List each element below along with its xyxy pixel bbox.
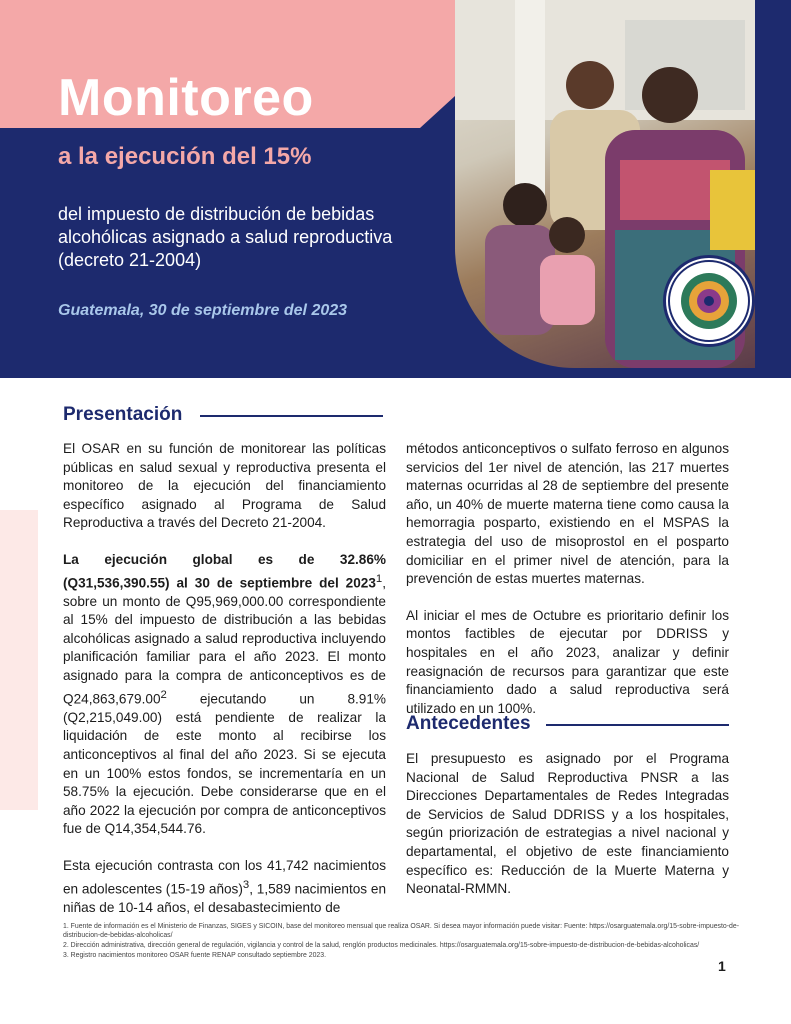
heading-presentacion: Presentación xyxy=(63,404,183,425)
heading-rule xyxy=(200,415,383,417)
right-column xyxy=(406,440,729,736)
left-column xyxy=(63,440,386,935)
footnote-1: 1. Fuente de información es el Ministerio de Finanzas, SIGES y SICOIN, base del monitoreo mensual que realiza OSAR. Si desea mayor información puede visitar: Fuente: https://osarguatemala.org/15-sobre-impuesto-de-distribucion-de-bebidas-alcoholicas/ xyxy=(63,923,739,939)
main-title: Monitoreo xyxy=(58,69,314,127)
subtitle: a la ejecución del 15% xyxy=(58,143,312,170)
antecedentes-paragraph-1: El presupuesto es asignado por el Programa Nacional de Salud Reproductiva PNSR a las Direcciones Departamentales de Redes Integradas de Servicios de Salud DDRISS y a los hospitales, según priorización de estrategias a nivel nacional y departamental, el objetivo de este financiamiento específico es: Reducción de la Muerte Materna y Neonatal-RMMN. xyxy=(406,751,729,897)
footnote-2: 2. Dirección administrativa, dirección general de regulación, vigilancia y control de la salud, renglón productos medicinales. https://osarguatemala.org/15-sobre-impuesto-de-distribucion-de-bebidas-alcoholicas/ xyxy=(63,942,700,949)
footnote-ref: 2 xyxy=(160,688,167,701)
heading-rule xyxy=(546,724,729,726)
title-description: del impuesto de distribución de bebidas alcohólicas asignado a salud reproductiva (decreto 21-2004) xyxy=(58,204,393,270)
observatorio-seal xyxy=(663,255,755,347)
header-banner xyxy=(0,0,791,378)
antecedentes-column xyxy=(406,750,729,917)
global-execution-highlight: La ejecución global es de 32.86% (Q31,536,390.55) al 30 de septiembre del 2023 xyxy=(63,551,386,591)
footnote-3: 3. Registro nacimientos monitoreo OSAR fuente RENAP consultado septiembre 2023. xyxy=(63,952,327,959)
presentacion-paragraph-3: Esta ejecución contrasta con los 41,742 nacimientos en adolescentes (15-19 años)$^3$, 1,589 nacimientos en niñas de 10-14 años, el desabastecimiento de xyxy=(63,857,387,915)
footnote-ref: 3 xyxy=(242,878,250,891)
presentacion-paragraph-2: La ejecución global es de 32.86% (Q31,536,390.55) al 30 de septiembre del 2023$^1$, sobre un monto de Q95,969,000.00 correspondiente al 15% del impuesto de distribución a las bebidas alcohólicas asignado a salud reproductiva incluyendo planificación familiar para el año 2023. El monto asignado para la compra de anticonceptivos es de Q24,863,679.00$^2$ ejecutando un 8.91% (Q2,215,049.00) está pendiente de realizar la liquidación de este monto al recibirse los anticonceptivos al final del año 2023. Si se ejecuta en un 100% estos fondos, se incrementaría en un 58.75% la ejecución. Debe considerarse que en el año 2022 la ejecución por compra de anticonceptivos fue de Q14,354,544.76. xyxy=(63,551,386,837)
publication-date: Guatemala, 30 de septiembre del 2023 xyxy=(58,302,348,319)
presentacion-paragraph-5: Al iniciar el mes de Octubre es prioritario definir los montos factibles de ejecutar por DDRISS y hospitales en el año 2023, analizar y definir reasignación de recursos para garantizar que este financiamiento dado a salud reproductiva será utilizado en un 100%. xyxy=(406,607,729,716)
presentacion-paragraph-1: El OSAR en su función de monitorear las políticas públicas en salud sexual y reproductiva presenta el monitoreo de la ejecución del financiamiento específico asignado al Programa de Salud Reproductiva a través del Decreto 21-2004. xyxy=(63,441,386,531)
heading-antecedentes: Antecedentes xyxy=(406,713,531,734)
footnotes xyxy=(63,922,743,961)
side-decoration xyxy=(0,510,38,810)
page-number: 1 xyxy=(718,958,726,974)
footnote-ref: 1 xyxy=(375,572,383,585)
presentacion-paragraph-4: métodos anticonceptivos o sulfato ferroso en algunos servicios del 1er nivel de atención, las 217 muertes maternas ocurridas al 28 de septiembre del presente año, un 40% de muerte materna tiene como causa la hemorragia posparto, existiendo en el MSPAS la estrategia del uso de misoprostol en el posparto domiciliar en el primer nivel de atención, para la prevención de estas muertes maternas. xyxy=(406,441,729,587)
